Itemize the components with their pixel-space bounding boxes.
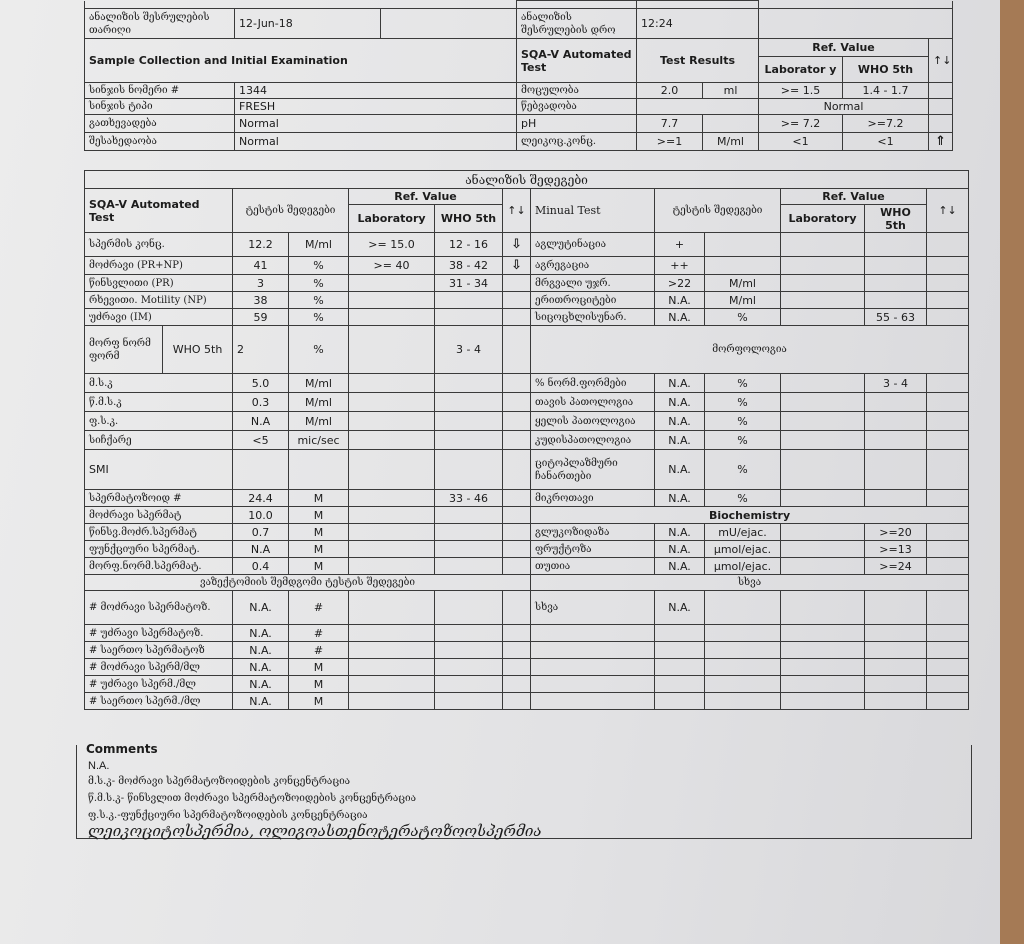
manual-ref-label: Ref. Value <box>781 189 927 205</box>
test-results-label: Test Results <box>637 39 759 83</box>
ref-value-label: Ref. Value <box>759 39 929 57</box>
manual-lab-label: Laboratory <box>781 205 865 233</box>
table-row: წ.მ.ს.კ 0.3 M/ml თავის პათოლოგია N.A. % <box>85 393 969 412</box>
laboratory-label: Laborator y <box>759 57 843 83</box>
table-row: # საერთო სპერმატოზ N.A. # <box>85 642 969 659</box>
ref-value-label: Ref. Value <box>349 189 503 205</box>
sort-icon[interactable]: ↑↓ <box>503 189 531 233</box>
table-row: # მოძრავი სპერმატოზ. N.A. # სხვა N.A. <box>85 591 969 625</box>
analysis-time-label: ანალიზის შესრულების დრო <box>517 9 637 39</box>
other-title: სხვა <box>531 575 969 591</box>
table-row: # უძრავი სპერმ./მლ N.A. M <box>85 676 969 693</box>
table-row: წინსვლითი (PR) 3 % 31 - 34 მრგვალი უჯრ. >22 M/ml <box>85 275 969 292</box>
table-row: მორფ.ნორმ.სპერმატ. 0.4 M თუთია N.A. μmol/ejac. >=24 <box>85 558 969 575</box>
sample-row: სინჯის ნომერი # 1344 მოცულობა 2.0 ml >= 1.5 1.4 - 1.7 <box>85 83 953 99</box>
sample-row: სინჯის ტიპი FRESH წებვადობა Normal <box>85 99 953 115</box>
smi-label: SMI <box>85 450 233 490</box>
manual-results-label: ტესტის შედეგები <box>655 189 781 233</box>
comment-line: ფ.ს.კ.-ფუნქციური სპერმატოზოიდების კონცენტრაცია <box>88 810 368 821</box>
table-row: SMI ციტოპლაზმური ჩანართები N.A. % <box>85 450 969 490</box>
sample-row: შესახედაობა Normal ლეიკოც.კონც. >=1 M/ml <1 <1 ⇑ <box>85 133 953 151</box>
table-row: სპერმის კონც. 12.2 M/ml >= 15.0 12 - 16 ⇩ აგლუტინაცია + <box>85 233 969 257</box>
manual-who-label: WHO 5th <box>865 205 927 233</box>
table-row: # მოძრავი სპერმ/მლ N.A. M <box>85 659 969 676</box>
down-arrow-icon: ⇩ <box>503 257 531 275</box>
table-row: უძრავი (IM) 59 % სიცოცხლისუნარ. N.A. % 55 - 63 <box>85 309 969 326</box>
table-row: მორფ ნორმ ფორმ WHO 5th 2 % 3 - 4 მორფოლოგია <box>85 326 969 374</box>
morph-who-label: WHO 5th <box>163 326 233 374</box>
manual-test-label: Minual Test <box>531 189 655 233</box>
sqa-label: SQA-V Automated Test <box>517 39 637 83</box>
results-label: ტესტის შედეგები <box>233 189 349 233</box>
post-vasectomy-title: ვაზექტომიის შემდგომი ტესტის შედეგები <box>85 575 531 591</box>
morph-label: მორფ ნორმ ფორმ <box>85 326 163 374</box>
down-arrow-icon: ⇩ <box>503 233 531 257</box>
table-row: # უძრავი სპერმატოზ. N.A. # <box>85 625 969 642</box>
diagnosis-text: ლეიკოციტოსპერმია, ოლიგოასთენოტერატოზოოსპერმია <box>88 822 542 840</box>
analysis-time: 12:24 <box>637 9 759 39</box>
sort-icon[interactable]: ↑↓ <box>927 189 969 233</box>
comments-title: Comments <box>86 742 158 756</box>
table-row: მოძრავი (PR+NP) 41 % >= 40 38 - 42 ⇩ აგრეგაცია ++ <box>85 257 969 275</box>
top-cut-label <box>517 1 637 9</box>
table-row: წინსვ.მოძრ.სპერმატ 0.7 M გლუკოზიდაზა N.A. mU/ejac. >=20 <box>85 524 969 541</box>
table-row: # საერთო სპერმ./მლ N.A. M <box>85 693 969 710</box>
top-cut-value <box>637 1 759 9</box>
table-row: სიჩქარე <5 mic/sec კუდისპათოლოგია N.A. % <box>85 431 969 450</box>
analysis-table <box>84 170 969 710</box>
table-row: მ.ს.კ 5.0 M/ml % ნორმ.ფორმები N.A. % 3 - 4 <box>85 374 969 393</box>
analysis-date-label: ანალიზის შესრულების თარიღი <box>85 9 235 39</box>
table-row: სპერმატოზოიდ # 24.4 M 33 - 46 მიკროთავი N.A. % <box>85 490 969 507</box>
laboratory-label: Laboratory <box>349 205 435 233</box>
section-title: Sample Collection and Initial Examination <box>85 39 517 83</box>
sqa-test-label: SQA-V Automated Test <box>85 189 233 233</box>
analysis-date: 12-Jun-18 <box>235 9 381 39</box>
comment-line: N.A. <box>88 760 110 772</box>
who-label: WHO 5th <box>435 205 503 233</box>
morphology-title: მორფოლოგია <box>531 326 969 374</box>
sort-icon[interactable]: ↑↓ <box>929 39 953 83</box>
sample-table <box>84 0 953 151</box>
analysis-title: ანალიზის შედეგები <box>85 171 969 189</box>
comment-line: წ.მ.ს.კ- წინსვლით მოძრავი სპერმატოზოიდების კონცენტრაცია <box>88 793 417 804</box>
who-label: WHO 5th <box>843 57 929 83</box>
table-row: რხევითი. Motility (NP) 38 % ერითროციტები N.A. M/ml <box>85 292 969 309</box>
comment-line: მ.ს.კ- მოძრავი სპერმატოზოიდების კონცენტრაცია <box>88 776 351 787</box>
table-row: ფ.ს.კ. N.A M/ml ყელის პათოლოგია N.A. % <box>85 412 969 431</box>
biochemistry-title: Biochemistry <box>531 507 969 524</box>
up-arrow-icon: ⇑ <box>929 133 953 151</box>
table-row: ფუნქციური სპერმატ. N.A M ფრუქტოზა N.A. μmol/ejac. >=13 <box>85 541 969 558</box>
sample-row: გათხევადება Normal pH 7.7 >= 7.2 >=7.2 <box>85 115 953 133</box>
table-row: მოძრავი სპერმატ 10.0 M Biochemistry <box>85 507 969 524</box>
